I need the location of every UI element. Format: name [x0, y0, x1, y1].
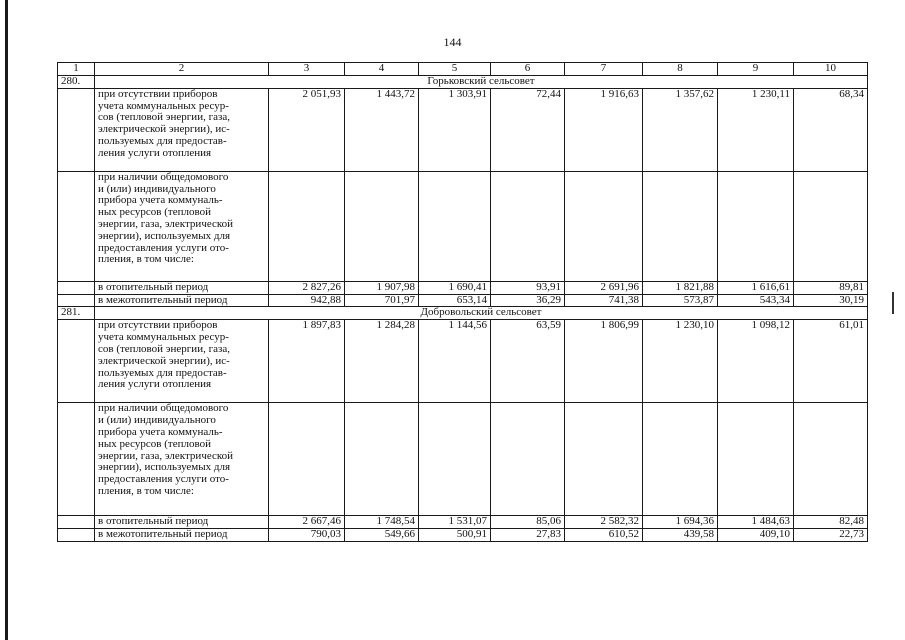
value-cell-col-10: 89,81 — [794, 281, 868, 294]
row-number-cell — [58, 529, 95, 542]
column-header-9: 9 — [718, 63, 794, 76]
value-cell-col-10: 82,48 — [794, 516, 868, 529]
value-cell-col-10 — [794, 171, 868, 281]
column-header-2: 2 — [95, 63, 269, 76]
value-cell-col-6: 63,59 — [491, 320, 565, 403]
value-cell-col-8: 1 230,10 — [643, 320, 718, 403]
row-label-line: в межотопительный период — [98, 294, 228, 306]
row-label-line: сов (тепловой энергии, газа, — [98, 342, 230, 355]
page-number: 144 — [443, 35, 462, 49]
row-number-cell — [58, 320, 95, 403]
row-label-line: ных ресурсов (тепловой — [98, 206, 211, 219]
value-cell-col-6: 36,29 — [491, 294, 565, 307]
value-cell-col-4: 1 748,54 — [345, 516, 419, 529]
row-label-line: предоставления услуги ото- — [98, 241, 229, 254]
value-cell-col-5: 653,14 — [419, 294, 491, 307]
value-cell-col-7: 2 691,96 — [565, 281, 643, 294]
column-header-3: 3 — [269, 63, 345, 76]
table-row — [58, 88, 868, 171]
row-label-line: пления, в том числе: — [98, 253, 194, 266]
value-cell-col-7 — [565, 171, 643, 281]
value-cell-col-8: 1 821,88 — [643, 281, 718, 294]
row-label-line: энергии), используемых для — [98, 229, 231, 242]
value-cell-col-4: 549,66 — [345, 529, 419, 542]
row-label-line: энергии, газа, электрической — [98, 217, 234, 230]
row-label-line: при наличии общедомового — [98, 402, 229, 415]
row-label-line: при отсутствии приборов — [98, 319, 218, 332]
value-cell-col-3: 2 051,93 — [269, 88, 345, 171]
row-label-line: энергии, газа, электрической — [98, 449, 234, 462]
row-label — [95, 516, 269, 529]
value-cell-col-5 — [419, 171, 491, 281]
column-header-10: 10 — [794, 63, 868, 76]
row-label-line: в отопительный период — [98, 515, 209, 528]
value-cell-col-6: 72,44 — [491, 88, 565, 171]
row-label-line: электрической энергии), ис- — [98, 123, 230, 136]
value-cell-col-9 — [718, 403, 794, 516]
row-label-line: в межотопительный период — [98, 528, 228, 541]
row-label-line: предоставления услуги ото- — [98, 473, 229, 486]
value-cell-col-3: 2 827,26 — [269, 281, 345, 294]
value-cell-col-7: 610,52 — [565, 529, 643, 542]
value-cell-col-8: 1 357,62 — [643, 88, 718, 171]
row-label-line: энергии), используемых для — [98, 461, 231, 474]
row-label-line: электрической энергии), ис- — [98, 354, 230, 367]
value-cell-col-10: 61,01 — [794, 320, 868, 403]
value-cell-col-5: 1 531,07 — [419, 516, 491, 529]
value-cell-col-5 — [419, 403, 491, 516]
column-header-7: 7 — [565, 63, 643, 76]
row-label-line: ления услуги отопления — [98, 378, 212, 391]
value-cell-col-9: 1 230,11 — [718, 88, 794, 171]
row-number-cell — [58, 403, 95, 516]
section-header-row — [58, 75, 868, 88]
value-cell-col-4: 701,97 — [345, 294, 419, 307]
value-cell-col-7: 1 916,63 — [565, 88, 643, 171]
value-cell-col-9 — [718, 171, 794, 281]
value-cell-col-3: 1 897,83 — [269, 320, 345, 403]
value-cell-col-8: 439,58 — [643, 529, 718, 542]
row-label-line: прибора учета коммуналь- — [98, 425, 223, 438]
row-number-cell — [58, 171, 95, 281]
value-cell-col-5: 1 144,56 — [419, 320, 491, 403]
row-label-line: пления, в том числе: — [98, 484, 194, 497]
value-cell-col-9: 1 616,61 — [718, 281, 794, 294]
value-cell-col-3: 2 667,46 — [269, 516, 345, 529]
row-number-cell — [58, 294, 95, 307]
scan-mark-right — [892, 292, 894, 314]
value-cell-col-4 — [345, 403, 419, 516]
value-cell-col-3: 790,03 — [269, 529, 345, 542]
column-header-4: 4 — [345, 63, 419, 76]
row-label-line: ных ресурсов (тепловой — [98, 437, 211, 450]
value-cell-col-3: 942,88 — [269, 294, 345, 307]
row-label — [95, 529, 269, 542]
value-cell-col-5: 1 690,41 — [419, 281, 491, 294]
section-number: 281. — [58, 307, 95, 320]
value-cell-col-3 — [269, 403, 345, 516]
value-cell-col-10 — [794, 403, 868, 516]
value-cell-col-7: 741,38 — [565, 294, 643, 307]
section-title: Добровольский сельсовет — [95, 307, 868, 320]
value-cell-col-4: 1 907,98 — [345, 281, 419, 294]
row-label-line: в отопительный период — [98, 281, 209, 293]
table-row — [58, 320, 868, 403]
value-cell-col-7: 1 806,99 — [565, 320, 643, 403]
value-cell-col-9: 543,34 — [718, 294, 794, 307]
value-cell-col-9: 409,10 — [718, 529, 794, 542]
column-number-row — [58, 63, 868, 76]
row-label-line: и (или) индивидуального — [98, 414, 216, 427]
value-cell-col-5: 1 303,91 — [419, 88, 491, 171]
row-label-line: сов (тепловой энергии, газа, — [98, 111, 230, 124]
row-label-line: пользуемых для предостав- — [98, 366, 227, 379]
value-cell-col-4 — [345, 171, 419, 281]
row-label — [95, 88, 269, 171]
value-cell-col-8: 1 694,36 — [643, 516, 718, 529]
tariff-table — [57, 62, 868, 542]
table-row — [58, 516, 868, 529]
column-header-5: 5 — [419, 63, 491, 76]
scan-edge-left — [5, 0, 8, 640]
value-cell-col-9: 1 484,63 — [718, 516, 794, 529]
value-cell-col-5: 500,91 — [419, 529, 491, 542]
value-cell-col-6: 93,91 — [491, 281, 565, 294]
row-label — [95, 281, 269, 294]
row-label-line: пользуемых для предостав- — [98, 134, 227, 147]
value-cell-col-3 — [269, 171, 345, 281]
value-cell-col-9: 1 098,12 — [718, 320, 794, 403]
value-cell-col-6 — [491, 403, 565, 516]
table-row — [58, 529, 868, 542]
row-label-line: при наличии общедомового — [98, 171, 229, 183]
value-cell-col-4: 1 443,72 — [345, 88, 419, 171]
value-cell-col-10: 68,34 — [794, 88, 868, 171]
value-cell-col-6: 85,06 — [491, 516, 565, 529]
value-cell-col-7: 2 582,32 — [565, 516, 643, 529]
row-label-line: ления услуги отопления — [98, 146, 212, 159]
value-cell-col-8: 573,87 — [643, 294, 718, 307]
table-row — [58, 281, 868, 294]
section-header-row — [58, 307, 868, 320]
row-label-line: учета коммунальных ресур- — [98, 331, 229, 344]
row-label — [95, 171, 269, 281]
column-header-8: 8 — [643, 63, 718, 76]
column-header-6: 6 — [491, 63, 565, 76]
row-label — [95, 294, 269, 307]
row-label-line: учета коммунальных ресур- — [98, 99, 229, 112]
row-label — [95, 403, 269, 516]
row-label-line: при отсутствии приборов — [98, 88, 218, 100]
value-cell-col-8 — [643, 403, 718, 516]
column-header-1: 1 — [58, 63, 95, 76]
value-cell-col-4: 1 284,28 — [345, 320, 419, 403]
table-body — [58, 63, 868, 542]
row-number-cell — [58, 281, 95, 294]
row-label-line: и (или) индивидуального — [98, 182, 216, 195]
row-number-cell — [58, 88, 95, 171]
value-cell-col-6: 27,83 — [491, 529, 565, 542]
value-cell-col-10: 22,73 — [794, 529, 868, 542]
section-title: Горьковский сельсовет — [95, 75, 868, 88]
section-number: 280. — [58, 75, 95, 88]
row-label — [95, 320, 269, 403]
row-number-cell — [58, 516, 95, 529]
table-row — [58, 171, 868, 281]
table-row — [58, 403, 868, 516]
value-cell-col-8 — [643, 171, 718, 281]
row-label-line: прибора учета коммуналь- — [98, 194, 223, 207]
value-cell-col-7 — [565, 403, 643, 516]
value-cell-col-6 — [491, 171, 565, 281]
table-row — [58, 294, 868, 307]
value-cell-col-10: 30,19 — [794, 294, 868, 307]
